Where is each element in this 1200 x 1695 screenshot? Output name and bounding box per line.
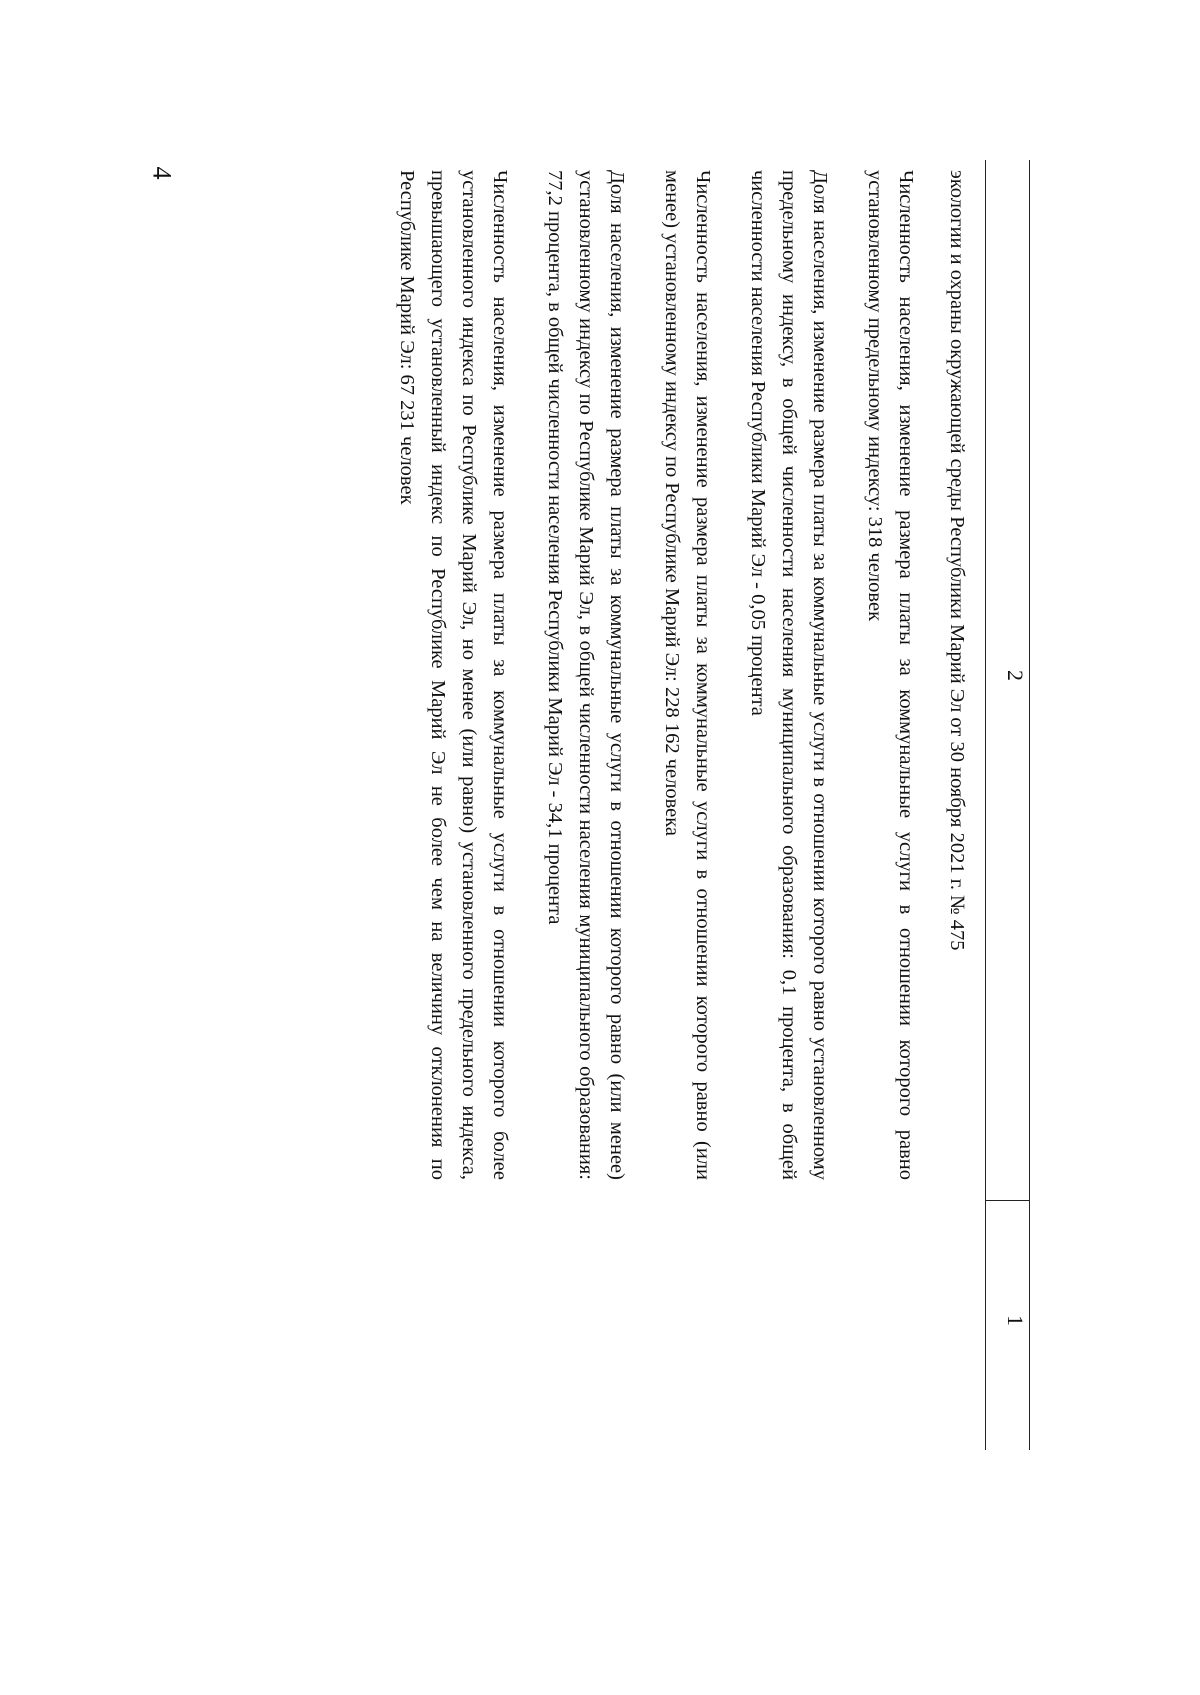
paragraph-share-at-or-below-index: Доля населения, изменение размера платы за коммунальные услуги в отношении которого равно (или менее) установленному индексу по Республике Марий Эл, в общей численности населения муниципального образования: 77,2 процента, в общей численности населения Республики Марий Эл - 34,1 процента	[544, 170, 628, 1180]
rotated-table-block	[200, 160, 1030, 1450]
paragraph-population-above-index: Численность населения, изменение размера платы за коммунальные услуги в отношении которого более установленного индекса по Республике Марий Эл, но менее (или равно) установленного предельного индекса, превышающего установленный индекс по Республике Марий Эл не более чем на величину отклонения по Республике Марий Эл: 67 231 человек	[396, 170, 511, 1180]
table-cell-content	[367, 170, 972, 1180]
paragraph-share-equal-limit: Доля населения, изменение размера платы за коммунальные услуги в отношении которого равно установленному предельному индексу, в общей численности населения муниципального образования: 0,1 процента, в общей численности населения Республики Марий Эл - 0,05 процента	[747, 170, 831, 1180]
paragraph-population-at-or-below-index: Численность населения, изменение размера платы за коммунальные услуги в отношении которого равно (или менее) установленному индексу по Республике Марий Эл: 228 162 человека	[661, 170, 714, 1180]
table-top-border	[1029, 160, 1030, 1450]
paragraph-population-equal-limit: Численность населения, изменение размера платы за коммунальные услуги в отношении которого равно установленному предельному индексу: 318 человек	[864, 170, 917, 1180]
column-header-1: 1	[1003, 1315, 1028, 1326]
table-header-border	[985, 160, 986, 1450]
table-column-divider	[986, 1200, 1030, 1201]
paragraph-legal-reference: экологии и охраны окружающей среды Республики Марий Эл от 30 ноября 2021 г. № 475	[946, 170, 968, 951]
table	[200, 160, 1030, 1450]
page-number: 4	[147, 166, 177, 180]
column-header-2: 2	[1003, 670, 1028, 681]
